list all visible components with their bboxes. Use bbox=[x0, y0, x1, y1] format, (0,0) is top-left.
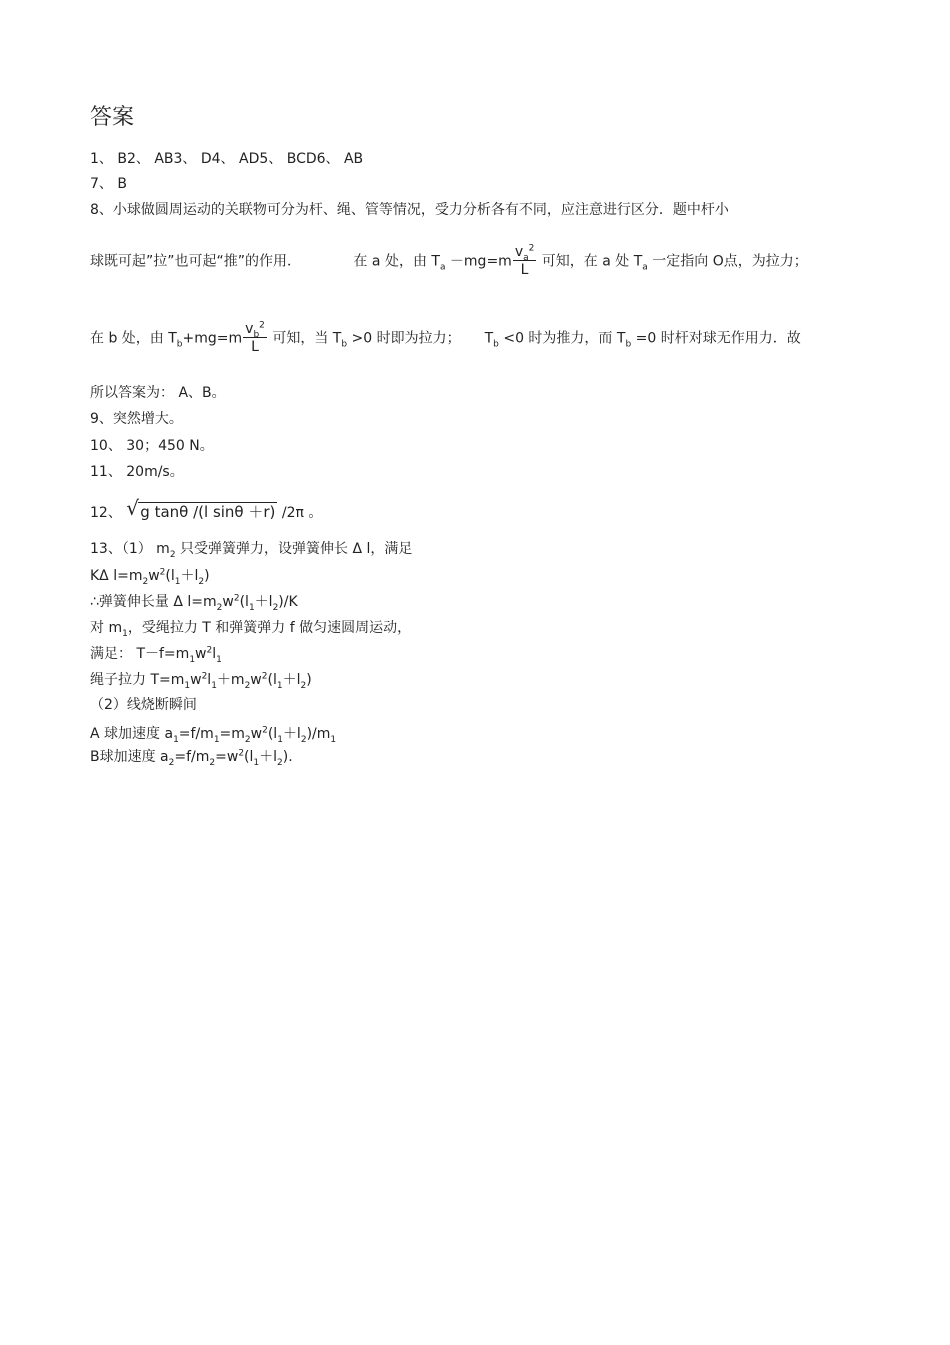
text: /2π 。 bbox=[277, 505, 323, 521]
answer-line-8-intro: 8、小球做圆周运动的关联物可分为杆、绳、管等情况，受力分析各有不同，应注意进行区分．题中杆小 bbox=[90, 202, 729, 218]
subscript: a bbox=[642, 262, 648, 273]
answer-line-9: 9、突然增大。 bbox=[90, 411, 183, 427]
radical-sign-icon: √ bbox=[126, 496, 140, 520]
subscript: 1 bbox=[253, 757, 260, 768]
text: ＋l bbox=[254, 594, 273, 610]
subscript: 2 bbox=[209, 757, 216, 768]
superscript: 2 bbox=[233, 593, 240, 604]
text: l bbox=[207, 672, 212, 688]
text: 绳子拉力 T=m bbox=[90, 672, 185, 688]
subscript: b bbox=[493, 339, 499, 350]
answer-line-13-3 bbox=[90, 593, 298, 611]
answer-line-8-point-b bbox=[90, 321, 801, 356]
text: 13、（1） m bbox=[90, 541, 170, 557]
text: 可知，在 a 处 T bbox=[537, 253, 643, 270]
superscript: 2 bbox=[261, 671, 268, 682]
answer-line-13-6 bbox=[90, 671, 312, 689]
answer-line-7: 7、 B bbox=[90, 176, 127, 192]
numerator: v bbox=[245, 321, 254, 337]
denominator: L bbox=[520, 262, 529, 278]
superscript: 2 bbox=[528, 243, 535, 254]
text: =f/m bbox=[174, 749, 210, 765]
answer-line-13-5 bbox=[90, 645, 222, 663]
text: ＋l bbox=[282, 672, 301, 688]
text: <0 时为推力，而 T bbox=[498, 330, 626, 347]
text: ＋l bbox=[180, 568, 199, 584]
superscript: 2 bbox=[206, 645, 213, 656]
square-root bbox=[126, 496, 277, 522]
subscript: 1 bbox=[174, 576, 181, 587]
subscript: 2 bbox=[142, 576, 149, 587]
text: 球既可起”拉”也可起“推”的作用． bbox=[90, 253, 302, 270]
text: =w bbox=[215, 749, 239, 765]
answer-line-8-result: 所以答案为： A、B。 bbox=[90, 385, 226, 401]
subscript: 1 bbox=[330, 734, 337, 745]
subscript: 1 bbox=[211, 680, 217, 691]
answer-line-8-point-a bbox=[90, 244, 808, 279]
text: )/m bbox=[306, 726, 331, 742]
denominator: L bbox=[251, 339, 259, 355]
text: ). bbox=[282, 749, 293, 765]
text: w bbox=[250, 726, 263, 742]
text: 在 a 处，由 T bbox=[353, 253, 440, 270]
text: ) bbox=[306, 672, 312, 688]
fraction bbox=[513, 244, 537, 279]
subscript: 1 bbox=[213, 734, 220, 745]
text: w bbox=[250, 672, 262, 688]
answer-line-13-7: （2）线烧断瞬间 bbox=[90, 697, 197, 713]
answer-line-1-6: 1、 B2、 AB3、 D4、 AD5、 BCD6、 AB bbox=[90, 151, 364, 167]
text: ，受绳拉力 T 和弹簧弹力 f 做匀速圆周运动， bbox=[127, 620, 412, 636]
answer-line-12 bbox=[90, 496, 323, 522]
text: =0 时杆对球无作用力．故 bbox=[631, 330, 801, 347]
superscript: 2 bbox=[238, 748, 245, 759]
text: 满足： T－f=m bbox=[90, 646, 190, 662]
subscript: 1 bbox=[248, 602, 255, 613]
subscript: a bbox=[523, 252, 529, 263]
text: ) bbox=[204, 568, 210, 584]
text: )/K bbox=[278, 594, 298, 610]
subscript: b bbox=[253, 329, 260, 340]
answer-line-11: 11、 20m/s。 bbox=[90, 464, 184, 480]
superscript: 2 bbox=[259, 320, 265, 331]
subscript: b bbox=[341, 339, 348, 350]
text: 可知，当 T bbox=[267, 330, 342, 347]
answer-line-13-2 bbox=[90, 567, 210, 585]
text: =f/m bbox=[178, 726, 214, 742]
subscript: 1 bbox=[173, 734, 179, 745]
text: (l bbox=[165, 568, 175, 584]
subscript: 1 bbox=[184, 680, 191, 691]
subscript: 2 bbox=[244, 680, 251, 691]
text: ＋m bbox=[216, 672, 245, 688]
text: w bbox=[222, 594, 234, 610]
text: w bbox=[195, 646, 207, 662]
text: B球加速度 a bbox=[90, 749, 169, 765]
text: ＋l bbox=[259, 749, 278, 765]
text: T bbox=[484, 330, 494, 347]
text: 对 m bbox=[90, 620, 123, 636]
subscript: 2 bbox=[168, 757, 175, 768]
text: 只受弹簧弹力，设弹簧伸长 Δ l，满足 bbox=[175, 541, 413, 557]
subscript: 2 bbox=[198, 576, 205, 587]
text: >0 时即为拉力； bbox=[347, 330, 461, 347]
text: 一定指向 O点，为拉力； bbox=[647, 253, 808, 270]
subscript: a bbox=[439, 262, 446, 273]
text: (l bbox=[239, 594, 249, 610]
text: ＋l bbox=[282, 726, 301, 742]
subscript: 1 bbox=[122, 628, 128, 639]
text: 12、 bbox=[90, 505, 122, 521]
text: =m bbox=[219, 726, 245, 742]
answer-line-13-1 bbox=[90, 540, 412, 558]
subscript: b bbox=[176, 339, 183, 350]
superscript: 2 bbox=[201, 671, 208, 682]
subscript: 1 bbox=[276, 680, 283, 691]
subscript: 2 bbox=[169, 549, 176, 560]
subscript: b bbox=[625, 339, 632, 350]
text: l bbox=[212, 646, 217, 662]
superscript: 2 bbox=[159, 567, 166, 578]
text: (l bbox=[267, 726, 278, 742]
subscript: 2 bbox=[300, 680, 307, 691]
text: w bbox=[148, 568, 160, 584]
subscript: 2 bbox=[216, 602, 223, 613]
answer-line-13-9 bbox=[90, 748, 293, 766]
text: (l bbox=[244, 749, 254, 765]
text: +mg=m bbox=[182, 330, 243, 347]
subscript: 1 bbox=[216, 654, 222, 665]
answer-line-13-4 bbox=[90, 619, 411, 637]
text: ∴弹簧伸长量 Δ l=m bbox=[90, 594, 217, 610]
text: (l bbox=[267, 672, 277, 688]
subscript: 2 bbox=[300, 734, 307, 745]
text: KΔ l=m bbox=[90, 568, 143, 584]
text: 在 b 处，由 T bbox=[90, 330, 177, 347]
numerator: v bbox=[514, 244, 524, 260]
text: w bbox=[190, 672, 202, 688]
answer-line-10: 10、 30；450 N。 bbox=[90, 438, 214, 454]
superscript: 2 bbox=[262, 725, 268, 736]
subscript: 1 bbox=[189, 654, 196, 665]
subscript: 2 bbox=[244, 734, 251, 745]
subscript: 2 bbox=[272, 602, 279, 613]
radicand: g tanθ /(l sinθ ＋r) bbox=[140, 503, 276, 521]
page-title: 答案 bbox=[90, 105, 135, 130]
text: －mg=m bbox=[445, 253, 512, 270]
text: A 球加速度 a bbox=[90, 726, 174, 742]
subscript: 2 bbox=[277, 757, 283, 768]
fraction bbox=[243, 321, 267, 356]
subscript: 1 bbox=[277, 734, 283, 745]
answer-line-13-8 bbox=[90, 725, 336, 743]
